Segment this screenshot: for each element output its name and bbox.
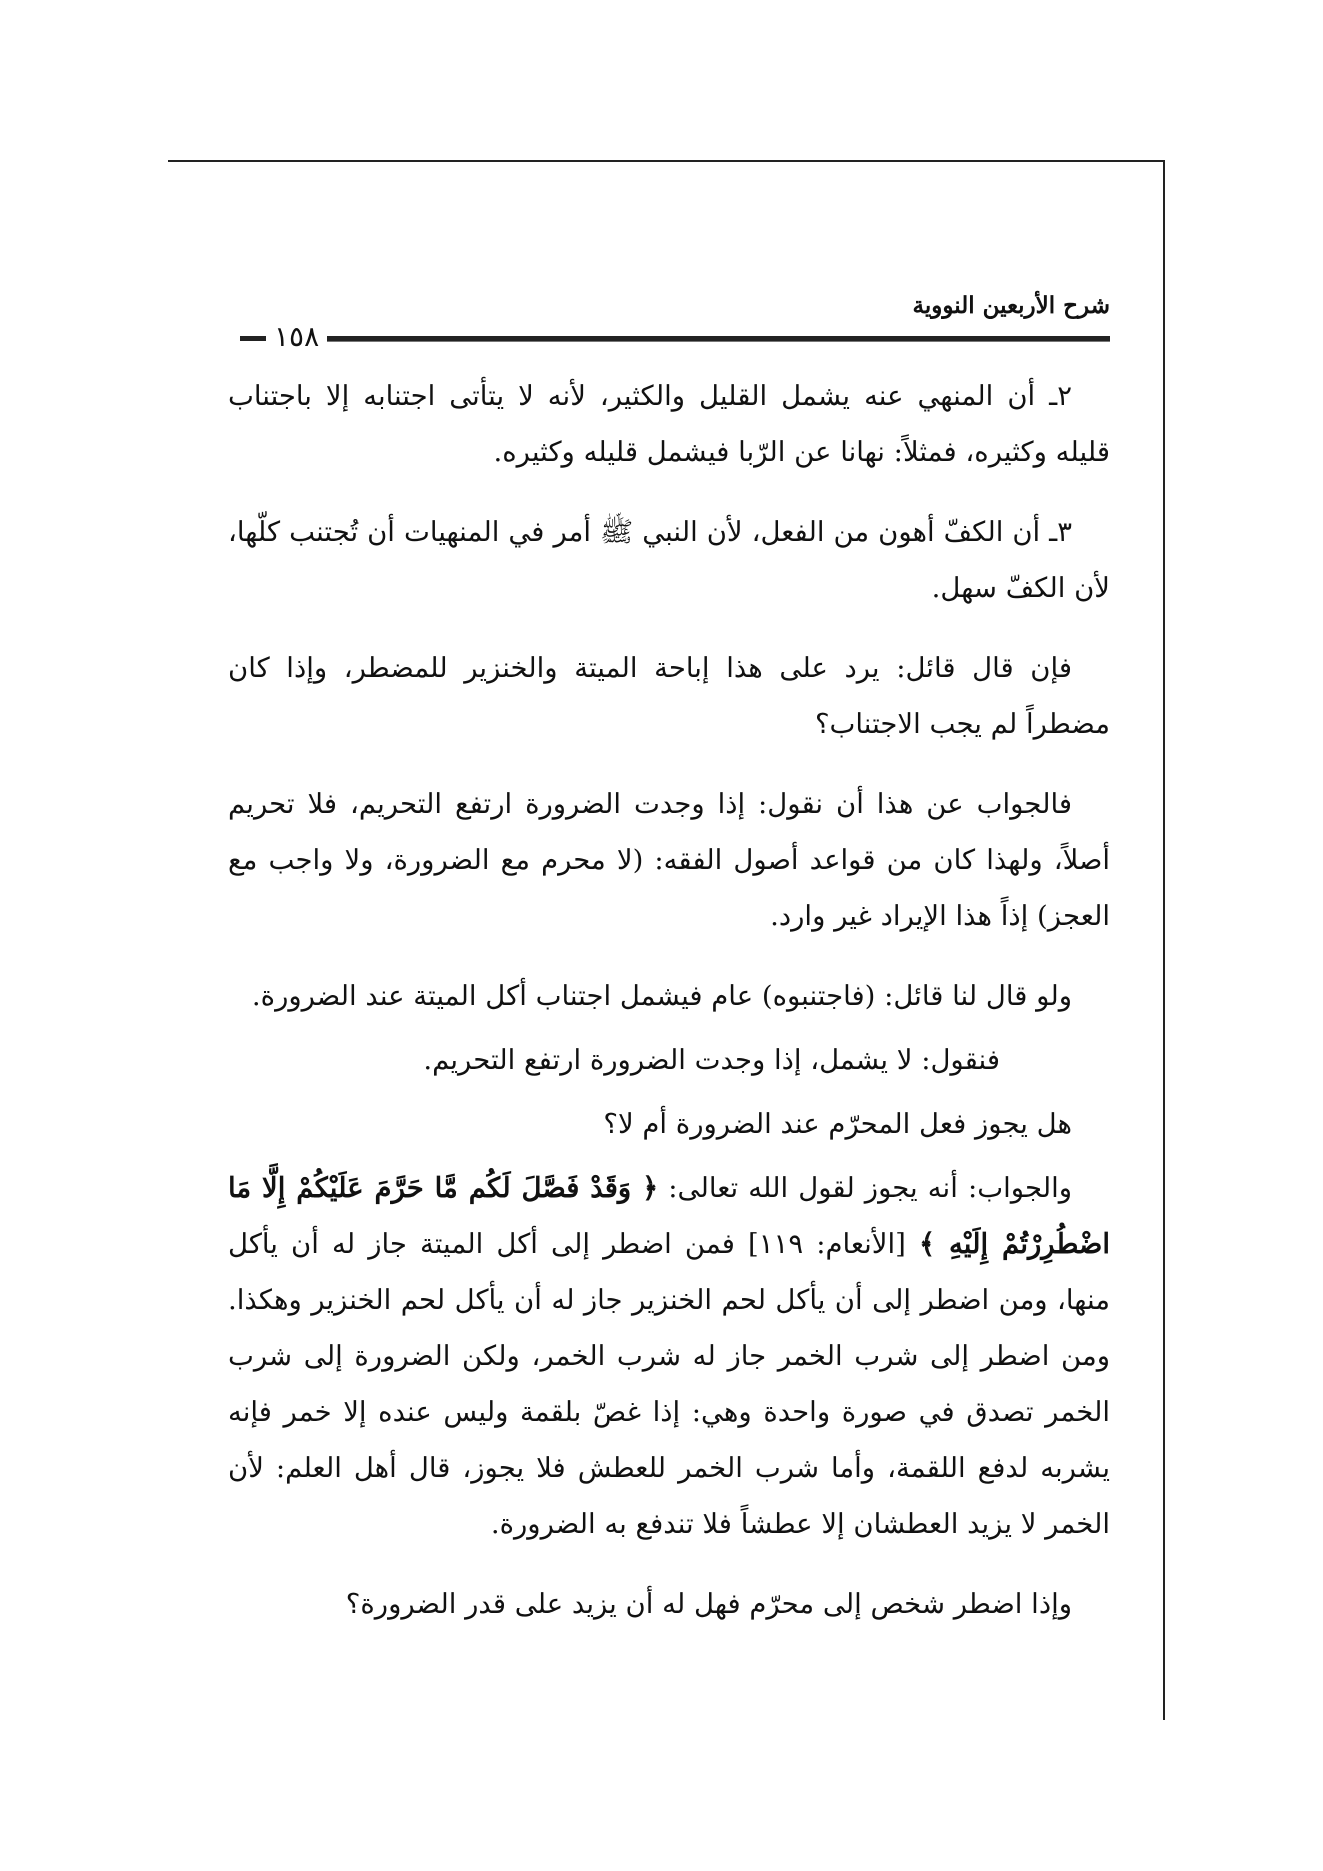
paragraph-question: هل يجوز فعل المحرّم عند الضرورة أم لا؟	[603, 1108, 1072, 1140]
page-number: ١٥٨	[230, 320, 327, 353]
running-title: شرح الأربعين النووية	[912, 292, 1110, 319]
quran-verse: ﴿ وَقَدْ فَصَّلَ لَكُم مَّا حَرَّمَ عَلَيْكُمْ إِلَّا مَا اضْطُرِرْتُمْ إِلَيْهِ ﴾	[228, 1172, 1111, 1260]
answer-intro: والجواب: أنه يجوز لقول الله تعالى:	[668, 1172, 1072, 1204]
verse-citation: [الأنعام: ١١٩]	[748, 1228, 906, 1260]
paragraph-answer	[228, 1160, 1110, 1552]
answer-rest: فمن اضطر إلى أكل الميتة جاز له أن يأكل منها، ومن اضطر إلى أن يأكل لحم الخنزير جاز له أن يأكل لحم الخنزير وهكذا. ومن اضطر إلى شرب الخمر جاز له شرب الخمر، ولكن الضرورة إلى شرب الخمر تصدق في صورة واحدة وهي: إذا غصّ بلقمة وليس عنده إلا خمر فإنه يشربه لدفع اللقمة، وأما شرب الخمر للعطش فلا يجوز، قال أهل العلم: لأن الخمر لا يزيد العطشان إلا عطشاً فلا تندفع به الضرورة.	[228, 1228, 1110, 1540]
crop-mark-top	[168, 160, 1164, 162]
paragraph-objection: فإن قال قائل: يرد على هذا إباحة الميتة والخنزير للمضطر، وإذا كان مضطراً لم يجب الاجتناب؟	[228, 652, 1110, 740]
paragraph-second-reply: فنقول: لا يشمل، إذا وجدت الضرورة ارتفع التحريم.	[423, 1044, 1000, 1076]
page-body	[228, 368, 1110, 1656]
crop-mark-right	[1163, 160, 1165, 1720]
header-rule	[290, 336, 1110, 342]
page-header	[230, 292, 1110, 352]
paragraph-point-2: ٢ـ أن المنهي عنه يشمل القليل والكثير، لأنه لا يتأتى اجتنابه إلا باجتناب قليله وكثيره، فمثلاً: نهانا عن الرّبا فيشمل قليله وكثيره.	[228, 380, 1110, 468]
paragraph-final-question: وإذا اضطر شخص إلى محرّم فهل له أن يزيد على قدر الضرورة؟	[345, 1588, 1072, 1620]
paragraph-second-objection: ولو قال لنا قائل: (فاجتنبوه) عام فيشمل اجتناب أكل الميتة عند الضرورة.	[251, 980, 1072, 1012]
paragraph-point-3: ٣ـ أن الكفّ أهون من الفعل، لأن النبي ﷺ أمر في المنهيات أن تُجتنب كلّها، لأن الكفّ سهل.	[228, 516, 1110, 604]
paragraph-reply: فالجواب عن هذا أن نقول: إذا وجدت الضرورة ارتفع التحريم، فلا تحريم أصلاً، ولهذا كان من قواعد أصول الفقه: (لا محرم مع الضرورة، ولا واجب مع العجز) إذاً هذا الإيراد غير وارد.	[228, 788, 1110, 932]
